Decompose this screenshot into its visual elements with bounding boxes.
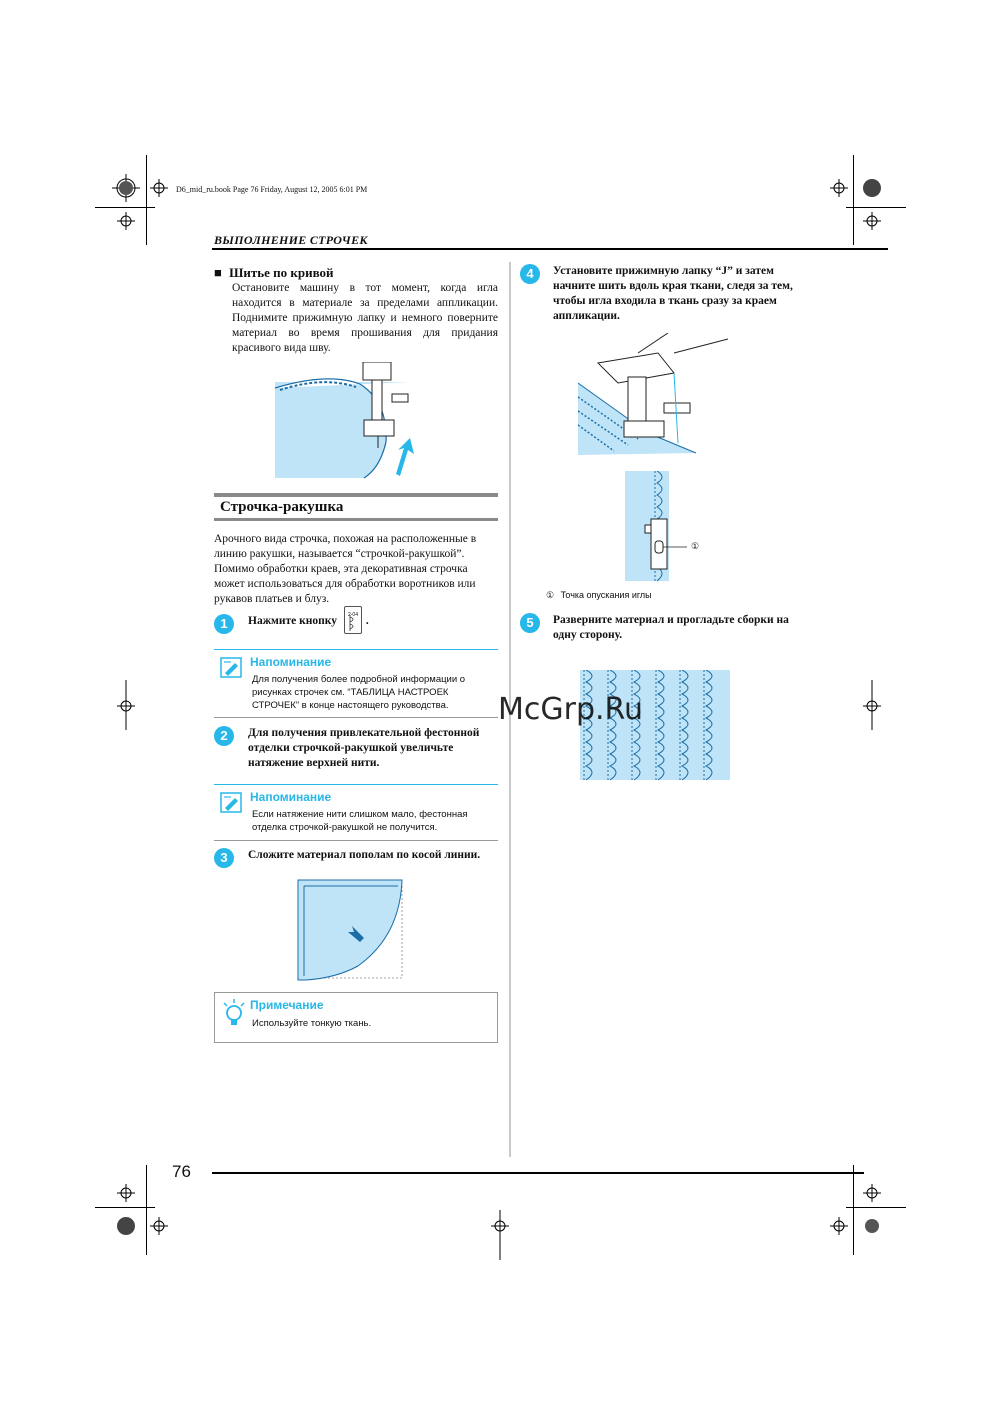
memo1-text: Для получения более подробной информации о рисунках строчек см. “ТАБЛИЦА НАСТРОЕК СТРОЧЕК” в конце настоящего руководства. bbox=[252, 674, 466, 711]
stitch-button[interactable] bbox=[344, 606, 362, 634]
divider bbox=[214, 840, 498, 841]
callout-caption-marker: ① bbox=[546, 590, 555, 600]
callout-caption bbox=[546, 590, 652, 601]
step3-text: Сложите материал пополам по косой линии. bbox=[248, 849, 481, 861]
step-number: 3 bbox=[214, 848, 234, 868]
step1-period: . bbox=[365, 615, 369, 627]
section-header bbox=[214, 493, 498, 523]
section-title: Строчка-ракушка bbox=[220, 499, 344, 515]
note-text: Используйте тонкую ткань. bbox=[252, 1018, 372, 1029]
memo2-title: Напоминание bbox=[250, 790, 332, 804]
bullet-square: ■ bbox=[214, 265, 222, 280]
step5-text: Разверните материал и прогладьте сборки на одну сторону. bbox=[553, 614, 789, 641]
book-info: D6_mid_ru.book Page 76 Friday, August 12, 2005 6:01 PM bbox=[176, 185, 368, 194]
step1-label: Нажмите кнопку bbox=[248, 615, 337, 627]
presser-foot-j-illustration bbox=[578, 333, 738, 457]
needle-drop-illustration bbox=[625, 471, 715, 583]
fold-illustration bbox=[296, 876, 406, 982]
memo-icon bbox=[220, 656, 244, 680]
page-header-title: ВЫПОЛНЕНИЕ СТРОЧЕК bbox=[214, 233, 368, 247]
section-bar bbox=[214, 518, 498, 521]
curve-text: Остановите машину в тот момент, когда игла находится в материале за пределами аппликации. Поднимите прижимную лапку и немного поверните материал во время прошивания для придания красивого вида шву. bbox=[232, 282, 498, 354]
section-bar bbox=[214, 493, 498, 497]
lightbulb-icon bbox=[222, 998, 246, 1028]
callout-marker: ① bbox=[691, 541, 700, 551]
curve-section-heading bbox=[214, 265, 334, 281]
note-title: Примечание bbox=[250, 998, 324, 1012]
divider bbox=[214, 649, 498, 650]
step-number: 2 bbox=[214, 726, 234, 746]
footer-rule bbox=[212, 1172, 864, 1174]
step-number: 4 bbox=[520, 264, 540, 284]
stitch-button-code: 2-04 bbox=[347, 612, 358, 618]
memo-icon bbox=[220, 791, 244, 815]
step-number: 5 bbox=[520, 613, 540, 633]
curve-sewing-illustration bbox=[268, 362, 443, 480]
memo1-title: Напоминание bbox=[250, 655, 332, 669]
memo2-text: Если натяжение нити слишком мало, фестонная отделка строчкой-ракушкой не получится. bbox=[252, 809, 468, 833]
step1-text bbox=[248, 614, 369, 629]
step-number: 1 bbox=[214, 614, 234, 634]
step2-text: Для получения привлекательной фестонной отделки строчкой-ракушкой увеличьте натяжение верхней нити. bbox=[248, 727, 480, 769]
divider bbox=[214, 784, 498, 785]
shell-stitch-icon bbox=[349, 615, 357, 631]
header-rule bbox=[212, 248, 888, 250]
curve-title: Шитье по кривой bbox=[229, 265, 334, 280]
page-number: 76 bbox=[172, 1162, 191, 1181]
watermark: McGrp.Ru bbox=[498, 692, 644, 727]
step4-text: Установите прижимную лапку “J” и затем начните шить вдоль края ткани, следя за тем, чтобы игла входила в ткань сразу за краем аппликации. bbox=[553, 265, 793, 322]
callout-caption-text: Точка опускания иглы bbox=[560, 590, 652, 600]
divider bbox=[214, 717, 498, 718]
intro-text: Арочного вида строчка, похожая на расположенные в линию ракушки, называется “строчкой-ракушкой”. Помимо обработки краев, эта декоративная строчка может использоваться для обработки воротников или рукавов платьев и блуз. bbox=[214, 533, 477, 605]
